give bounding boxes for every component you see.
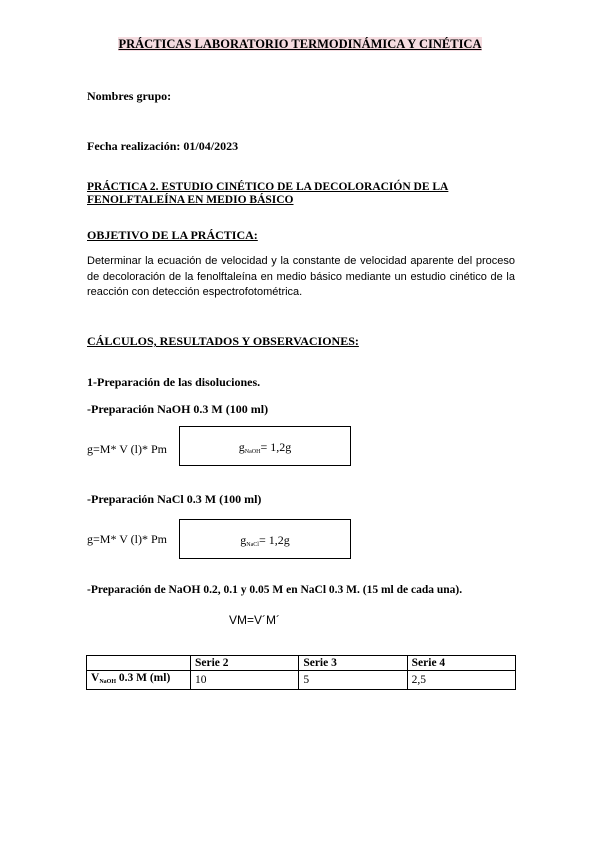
title-text: PRÁCTICAS LABORATORIO TERMODINÁMICA Y CINÉTICA [118,37,482,51]
practice-title-line2: FENOLFTALEÍNA EN MEDIO BÁSICO [87,194,294,206]
step1-heading: 1-Preparación de las disoluciones. [87,375,261,389]
objective-heading: OBJETIVO DE LA PRÁCTICA: [87,228,258,242]
table-header-cell: Serie 3 [299,656,407,671]
naoh-result-box [179,426,351,466]
table-row [87,671,516,690]
naoh-formula: g=M* V (l)* Pm [87,442,168,456]
nacl-result-box [179,519,351,559]
calc-heading: CÁLCULOS, RESULTADOS Y OBSERVACIONES: [87,334,359,348]
table-header-cell: Serie 4 [407,656,515,671]
dilution-label: -Preparación de NaOH 0.2, 0.1 y 0.05 M en NaCl 0.3 M. (15 ml de cada una). [87,584,463,596]
naoh-prep-label: -Preparación NaOH 0.3 M (100 ml) [87,402,269,416]
table-cell: 5 [299,671,407,690]
nacl-prep-label: -Preparación NaCl 0.3 M (100 ml) [87,492,262,506]
table-row-label: $V_{NaOH}$ 0.3 M (ml) [87,671,191,690]
practice-title-line1: PRÁCTICA 2. ESTUDIO CINÉTICO DE LA DECOLORACIÓN DE LA [87,181,449,193]
date-label: Fecha realización: 01/04/2023 [87,139,239,153]
page-title [0,37,600,52]
volume-table [86,655,516,690]
table-header-row [87,656,516,671]
nacl-result: $g_{NaCl}= 1,2g$ [240,533,290,548]
table-header-cell [87,656,191,671]
table-header-cell: Serie 2 [191,656,299,671]
table-cell: 2,5 [407,671,515,690]
group-names-label: Nombres grupo: [87,89,172,103]
nacl-formula: g=M* V (l)* Pm [87,532,168,546]
dilution-equation: VM=V´M´ [229,613,280,627]
objective-text: Determinar la ecuación de velocidad y la constante de velocidad aparente del proceso de decoloración de la fenolftaleína en medio básico mediante un estudio cinético de la reacción con detección espectrofotométrica. [87,255,515,298]
table-cell: 10 [191,671,299,690]
naoh-result: $g_{NaOH}= 1,2g$ [238,440,292,455]
